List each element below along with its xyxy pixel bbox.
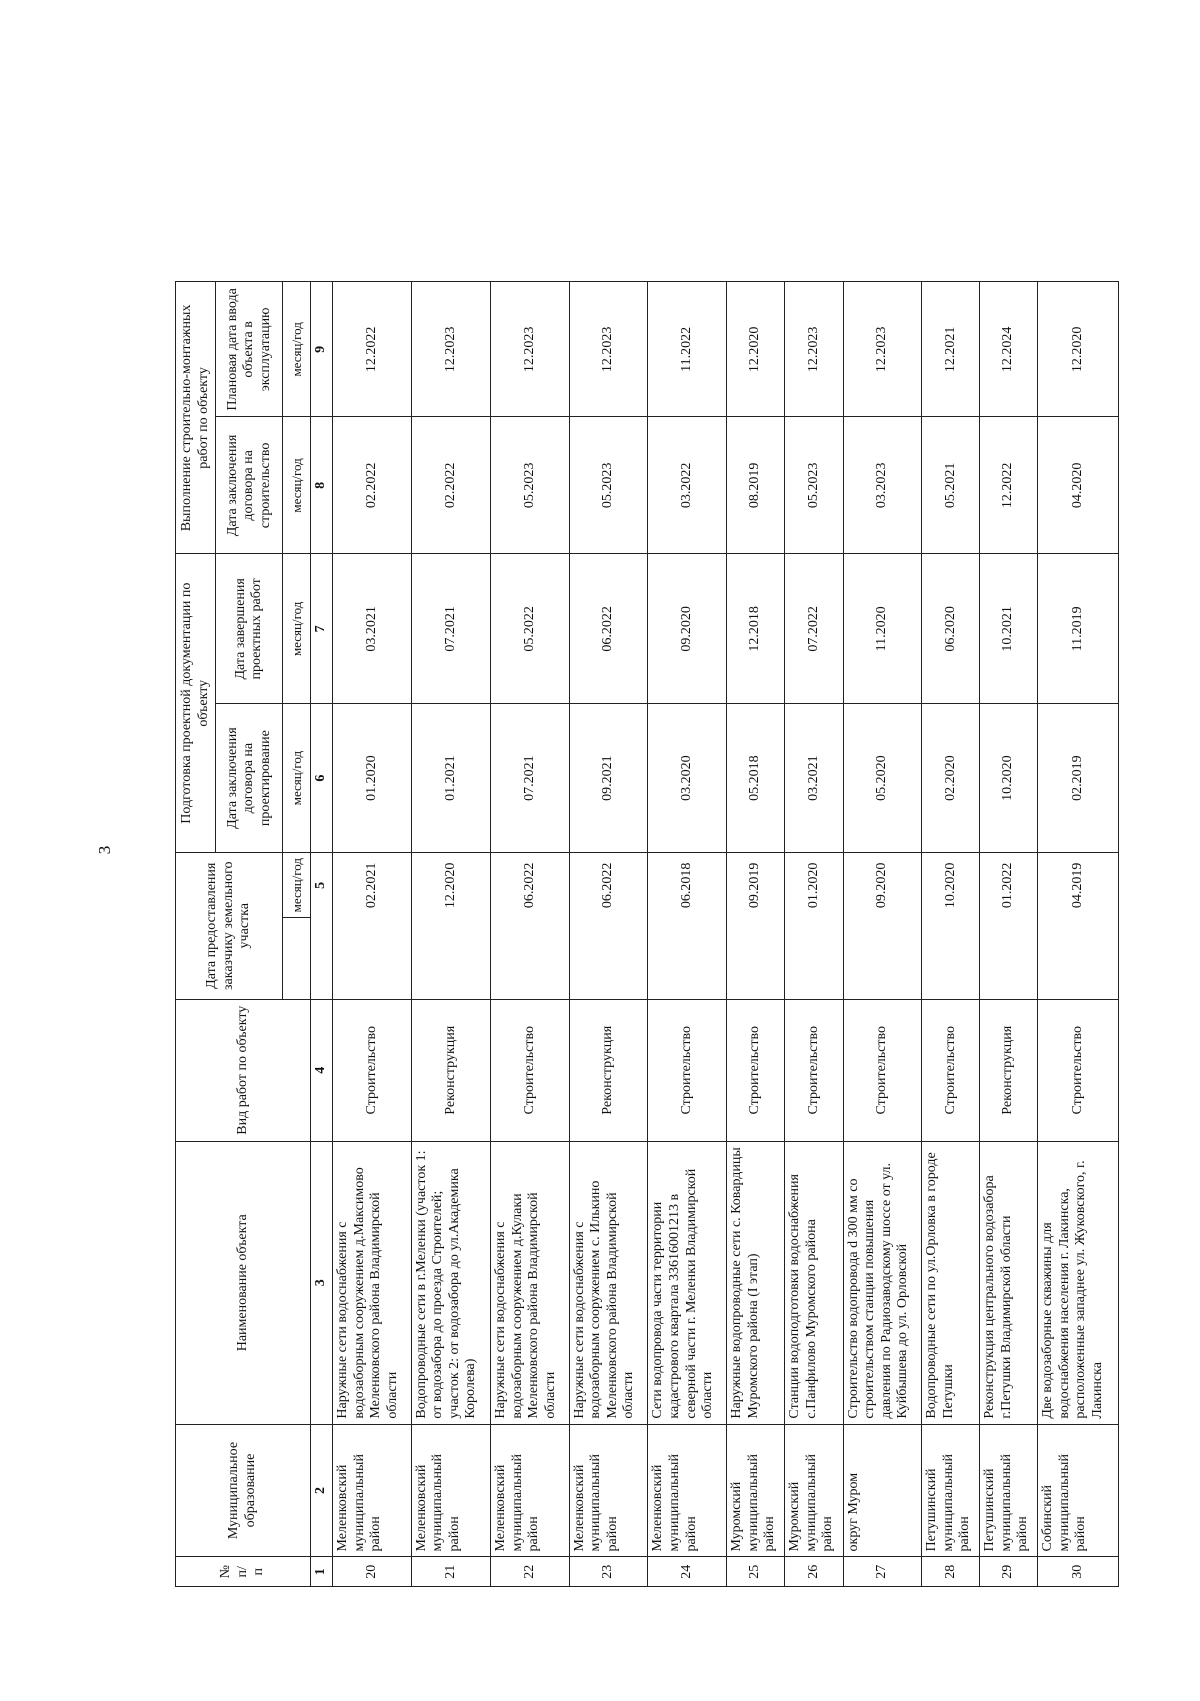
column-number: 9: [310, 282, 332, 417]
header-municipality: Муниципальное образование: [176, 1424, 311, 1557]
row-number: 23: [569, 1557, 648, 1587]
unit-label: месяц/год: [283, 282, 311, 417]
header-land-date: Дата предоставления заказчику земельного участка: [176, 852, 283, 999]
header-design-group: Подготовка проектной документации по объекту: [176, 554, 216, 852]
page-number: 3: [95, 845, 114, 855]
commissioning-cell: 12.2023: [569, 282, 648, 417]
design-completion-cell: 11.2020: [843, 554, 922, 704]
unit-label: месяц/год: [283, 554, 311, 704]
row-number: 29: [980, 1557, 1038, 1587]
table-row: [569, 113, 648, 1587]
land-date-cell: 12.2020: [411, 852, 491, 917]
construction-contract-cell: 03.2022: [648, 417, 727, 554]
design-contract-cell: 05.2020: [843, 704, 922, 853]
object-name-cell: Строительство водопровода d 300 мм со строительством станции повышения давления по Радиозаводскому шоссе от ул. Куйбышева до ул. Орловской: [843, 1141, 922, 1424]
land-date-cell: 09.2020: [843, 852, 922, 917]
municipality-cell: Меленковский муниципальный район: [569, 1424, 648, 1557]
construction-contract-cell: 02.2022: [333, 417, 412, 554]
table-row: [843, 113, 922, 1587]
land-date-spacer: [569, 918, 648, 999]
column-number: 2: [310, 1424, 332, 1557]
design-contract-cell: 01.2021: [411, 704, 491, 853]
object-name-cell: Сети водопровода части территории кадастрового квартала 33616001213 в северной части г. Меленки Владимирской области: [648, 1141, 727, 1424]
land-date-spacer: [843, 918, 922, 999]
design-contract-cell: 10.2020: [980, 704, 1038, 853]
municipality-cell: Муромский муниципальный район: [727, 1424, 785, 1557]
object-name-cell: Реконструкция центрального водозабора г.Петушки Владимирской области: [980, 1141, 1038, 1424]
table-row: [491, 113, 570, 1587]
commissioning-cell: 12.2023: [411, 282, 491, 417]
municipality-cell: Меленковский муниципальный район: [411, 1424, 491, 1557]
object-name-cell: Водопроводные сети в г.Меленки (участок 1: от водозабора до проезда Строителей; участок 2: от водозабора до ул.Академика Королева): [411, 1141, 491, 1424]
land-date-spacer: [648, 918, 727, 999]
land-date-spacer: [491, 918, 570, 999]
work-type-cell: Строительство: [785, 999, 843, 1141]
land-date-spacer: [1038, 918, 1119, 999]
municipality-cell: Меленковский муниципальный район: [491, 1424, 570, 1557]
work-type-cell: Строительство: [491, 999, 570, 1141]
table-row: [1038, 113, 1119, 1587]
table-row: [411, 113, 491, 1587]
design-contract-cell: 03.2021: [785, 704, 843, 853]
row-number: 30: [1038, 1557, 1119, 1587]
design-completion-cell: 06.2020: [922, 554, 980, 704]
design-contract-cell: 02.2020: [922, 704, 980, 853]
design-completion-cell: 06.2022: [569, 554, 648, 704]
land-date-cell: 04.2019: [1038, 852, 1119, 917]
land-date-spacer: [411, 918, 491, 999]
construction-contract-cell: 05.2023: [569, 417, 648, 554]
commissioning-cell: 12.2023: [843, 282, 922, 417]
construction-contract-cell: 04.2020: [1038, 417, 1119, 554]
design-completion-cell: 05.2022: [491, 554, 570, 704]
construction-contract-cell: 12.2022: [980, 417, 1038, 554]
table-row: [922, 113, 980, 1587]
construction-contract-cell: 02.2022: [411, 417, 491, 554]
land-date-cell: 06.2022: [569, 852, 648, 917]
commissioning-cell: 11.2022: [648, 282, 727, 417]
row-number: 27: [843, 1557, 922, 1587]
work-type-cell: Строительство: [648, 999, 727, 1141]
column-number: 3: [310, 1141, 332, 1424]
design-completion-cell: 11.2019: [1038, 554, 1119, 704]
commissioning-cell: 12.2023: [785, 282, 843, 417]
column-number: 6: [310, 704, 332, 853]
column-number: 5: [310, 852, 332, 917]
object-name-cell: Станции водоподготовки водоснабжения с.Панфилово Муромского района: [785, 1141, 843, 1424]
municipality-cell: Собинский муниципальный район: [1038, 1424, 1119, 1557]
design-contract-cell: 02.2019: [1038, 704, 1119, 853]
construction-contract-cell: 05.2023: [785, 417, 843, 554]
municipality-cell: Петушинский муниципальный район: [922, 1424, 980, 1557]
row-number: 25: [727, 1557, 785, 1587]
table-row: [727, 113, 785, 1587]
commissioning-cell: 12.2024: [980, 282, 1038, 417]
object-name-cell: Наружные сети водоснабжения с водозаборным сооружением д.Максимово Меленковского района Владимирской области: [333, 1141, 412, 1424]
header-no: № п/п: [176, 1557, 311, 1587]
header-object-name: Наименование объекта: [176, 1141, 311, 1424]
design-completion-cell: 03.2021: [333, 554, 412, 704]
commissioning-cell: 12.2020: [727, 282, 785, 417]
header-row-1: [176, 113, 216, 1587]
table-row: [980, 113, 1038, 1587]
design-contract-cell: 09.2021: [569, 704, 648, 853]
design-completion-cell: 10.2021: [980, 554, 1038, 704]
commissioning-cell: 12.2020: [1038, 282, 1119, 417]
object-name-cell: Две водозаборные скважины для водоснабжения населения г. Лакинска, расположенные западнее ул. Жуковского, г. Лакинска: [1038, 1141, 1119, 1424]
work-type-cell: Строительство: [843, 999, 922, 1141]
table-row: [785, 113, 843, 1587]
work-type-cell: Реконструкция: [411, 999, 491, 1141]
table-row: [648, 113, 727, 1587]
land-date-spacer: [785, 918, 843, 999]
work-type-cell: Строительство: [727, 999, 785, 1141]
land-date-cell: 06.2022: [491, 852, 570, 917]
municipality-cell: Меленковский муниципальный район: [333, 1424, 412, 1557]
land-date-cell: 09.2019: [727, 852, 785, 917]
municipality-cell: Меленковский муниципальный район: [648, 1424, 727, 1557]
municipality-cell: округ Муром: [843, 1424, 922, 1557]
design-completion-cell: 07.2021: [411, 554, 491, 704]
land-date-cell: 01.2022: [980, 852, 1038, 917]
unit-label: месяц/год: [283, 852, 311, 917]
construction-contract-cell: 03.2023: [843, 417, 922, 554]
unit-label: [283, 918, 311, 999]
unit-label: месяц/год: [283, 704, 311, 853]
column-number-row: [310, 113, 332, 1587]
header-work-type: Вид работ по объекту: [176, 999, 311, 1141]
land-date-cell: 02.2021: [333, 852, 412, 917]
land-date-spacer: [980, 918, 1038, 999]
header-commissioning: Плановая дата ввода объекта в эксплуатацию: [216, 282, 283, 417]
municipality-cell: Муромский муниципальный район: [785, 1424, 843, 1557]
column-number: [310, 918, 332, 999]
header-design-contract: Дата заключения договора на проектирование: [216, 704, 283, 853]
work-type-cell: Реконструкция: [980, 999, 1038, 1141]
design-completion-cell: 09.2020: [648, 554, 727, 704]
land-date-spacer: [727, 918, 785, 999]
construction-contract-cell: 05.2023: [491, 417, 570, 554]
design-contract-cell: 05.2018: [727, 704, 785, 853]
design-completion-cell: 12.2018: [727, 554, 785, 704]
work-type-cell: Реконструкция: [569, 999, 648, 1141]
object-name-cell: Наружные водопроводные сети с. Ковардицы Муромского района (I этап): [727, 1141, 785, 1424]
row-number: 26: [785, 1557, 843, 1587]
column-number: 8: [310, 417, 332, 554]
design-contract-cell: 01.2020: [333, 704, 412, 853]
object-name-cell: Наружные сети водоснабжения с водозаборным сооружением с. Илькино Меленковского района Владимирской области: [569, 1141, 648, 1424]
land-date-spacer: [922, 918, 980, 999]
land-date-cell: 01.2020: [785, 852, 843, 917]
land-date-cell: 06.2018: [648, 852, 727, 917]
column-number: 7: [310, 554, 332, 704]
design-contract-cell: 03.2020: [648, 704, 727, 853]
commissioning-cell: 12.2021: [922, 282, 980, 417]
work-type-cell: Строительство: [922, 999, 980, 1141]
object-name-cell: Водопроводные сети по ул.Орловка в городе Петушки: [922, 1141, 980, 1424]
column-number: 1: [310, 1557, 332, 1587]
row-number: 24: [648, 1557, 727, 1587]
right-spacer: [176, 113, 1038, 282]
construction-schedule-table: [175, 113, 1119, 1587]
unit-label: месяц/год: [283, 417, 311, 554]
commissioning-cell: 12.2023: [491, 282, 570, 417]
municipality-cell: Петушинский муниципальный район: [980, 1424, 1038, 1557]
land-date-cell: 10.2020: [922, 852, 980, 917]
land-date-spacer: [333, 918, 412, 999]
row-number: 21: [411, 1557, 491, 1587]
construction-contract-cell: 05.2021: [922, 417, 980, 554]
row-number: 20: [333, 1557, 412, 1587]
row-number: 28: [922, 1557, 980, 1587]
row-number: 22: [491, 1557, 570, 1587]
rotated-table-container: [175, 113, 1119, 1587]
header-design-completion: Дата завершения проектных работ: [216, 554, 283, 704]
design-contract-cell: 07.2021: [491, 704, 570, 853]
construction-contract-cell: 08.2019: [727, 417, 785, 554]
column-number: 4: [310, 999, 332, 1141]
work-type-cell: Строительство: [1038, 999, 1119, 1141]
work-type-cell: Строительство: [333, 999, 412, 1141]
header-construction-group: Выполнение строительно-монтажных работ по объекту: [176, 282, 216, 554]
header-construction-contract: Дата заключения договора на строительство: [216, 417, 283, 554]
design-completion-cell: 07.2022: [785, 554, 843, 704]
table-row: [333, 113, 412, 1587]
commissioning-cell: 12.2022: [333, 282, 412, 417]
object-name-cell: Наружные сети водоснабжения с водозаборным сооружением д.Кулаки Меленковского района Владимирской области: [491, 1141, 570, 1424]
